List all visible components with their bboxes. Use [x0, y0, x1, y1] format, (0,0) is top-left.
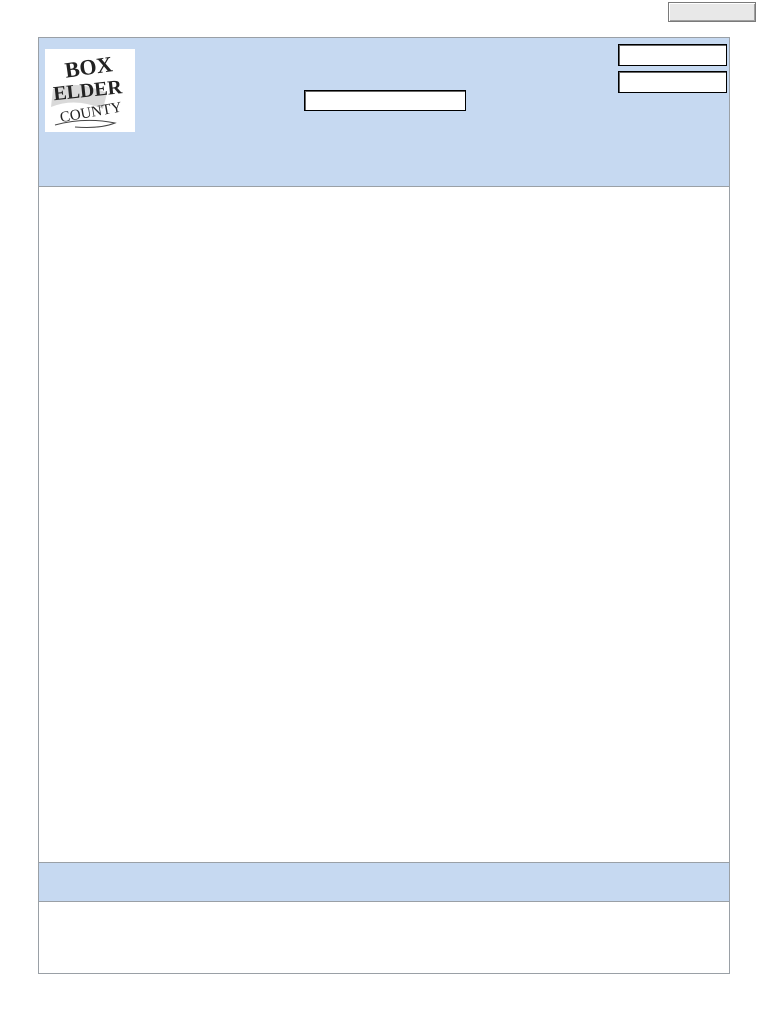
section-general — [39, 149, 729, 187]
svg-text:BOX: BOX — [63, 51, 114, 83]
section-layout — [39, 862, 729, 902]
box-elder-county-logo — [45, 49, 135, 132]
print-form-button[interactable] — [668, 2, 756, 22]
top-input-field-2[interactable] — [618, 71, 727, 93]
svg-text:ELDER: ELDER — [52, 76, 124, 106]
svg-text:COUNTY: COUNTY — [58, 99, 124, 127]
plat-review-form — [38, 37, 730, 974]
city-field[interactable] — [304, 90, 466, 111]
form-header — [39, 38, 729, 150]
top-input-field-1[interactable] — [618, 44, 727, 66]
